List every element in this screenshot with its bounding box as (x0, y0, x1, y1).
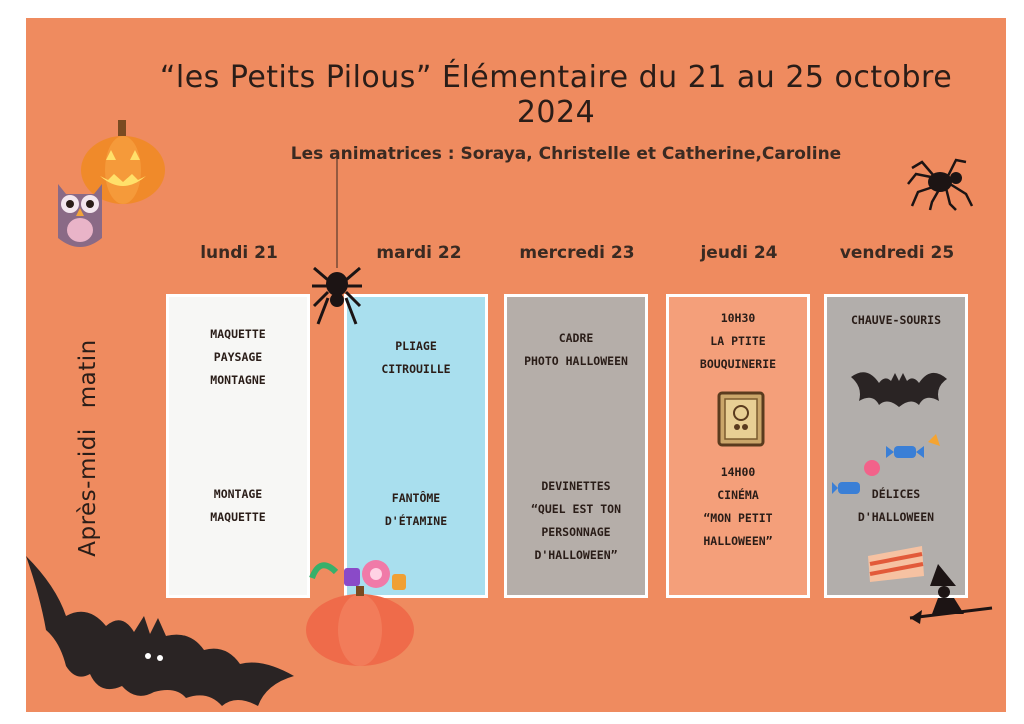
day-column-mercredi (504, 294, 648, 598)
bat-icon (26, 546, 298, 712)
owl-icon (52, 178, 108, 254)
animators-line: Les animatrices : Soraya, Christelle et Catherine,Caroline (290, 144, 842, 164)
activity-line: PHOTO HALLOWEEN (524, 354, 628, 368)
activity-line: MAQUETTE (210, 510, 266, 524)
day-header-lundi: lundi 21 (200, 243, 278, 263)
activity-line: D'HALLOWEEN (857, 510, 935, 524)
morning-activity (347, 335, 485, 381)
afternoon-activity (669, 461, 807, 553)
morning-label: matin (75, 339, 101, 409)
activity-line: PLIAGE (395, 339, 437, 353)
activity-line: CHAUVE-SOURIS (850, 313, 941, 327)
afternoon-activity (507, 475, 645, 567)
morning-activity (507, 327, 645, 373)
bat-icon (849, 357, 949, 419)
morning-activity (169, 323, 307, 392)
activity-line: MONTAGE (213, 487, 263, 501)
morning-activity (669, 307, 807, 376)
period-side-label (75, 329, 101, 567)
activity-line: DEVINETTES (541, 479, 611, 493)
activity-line: PERSONNAGE (541, 525, 611, 539)
activity-line: 10H30 (720, 311, 756, 325)
activity-line: 14H00 (720, 465, 756, 479)
poster (26, 18, 1006, 712)
activity-line: DÉLICES (871, 487, 921, 501)
activity-line: CITROUILLE (381, 362, 451, 376)
activity-line: “QUEL EST TON (530, 502, 621, 516)
day-header-mardi: mardi 22 (376, 243, 462, 263)
spider-icon (310, 158, 364, 338)
activity-line: BOUQUINERIE (699, 357, 777, 371)
witch-icon (908, 562, 994, 632)
spider-icon (904, 158, 976, 212)
book-icon (715, 389, 767, 449)
activity-line: FANTÔME (391, 491, 441, 505)
day-header-jeudi: jeudi 24 (700, 243, 778, 263)
activity-line: MONTAGNE (210, 373, 266, 387)
activity-line: HALLOWEEN” (703, 534, 773, 548)
day-header-vendredi: vendredi 25 (839, 243, 955, 263)
activity-line: CINÉMA (717, 488, 759, 502)
day-column-jeudi (666, 294, 810, 598)
morning-activity (827, 309, 965, 332)
afternoon-activity (169, 483, 307, 529)
candy-icon (300, 550, 420, 668)
afternoon-label: Après-midi (75, 428, 101, 557)
day-header-mercredi: mercredi 23 (519, 243, 635, 263)
activity-line: LA PTITE (710, 334, 766, 348)
page-title: “les Petits Pilous” Élémentaire du 21 au 25 octobre 2024 (159, 60, 953, 130)
activity-line: D'HALLOWEEN” (534, 548, 618, 562)
activity-line: MAQUETTE (210, 327, 266, 341)
candy-icon (832, 428, 952, 508)
activity-line: PAYSAGE (213, 350, 263, 364)
activity-line: “MON PETIT (703, 511, 773, 525)
activity-line: D'ÉTAMINE (384, 514, 448, 528)
afternoon-activity (347, 487, 485, 533)
activity-line: CADRE (558, 331, 594, 345)
